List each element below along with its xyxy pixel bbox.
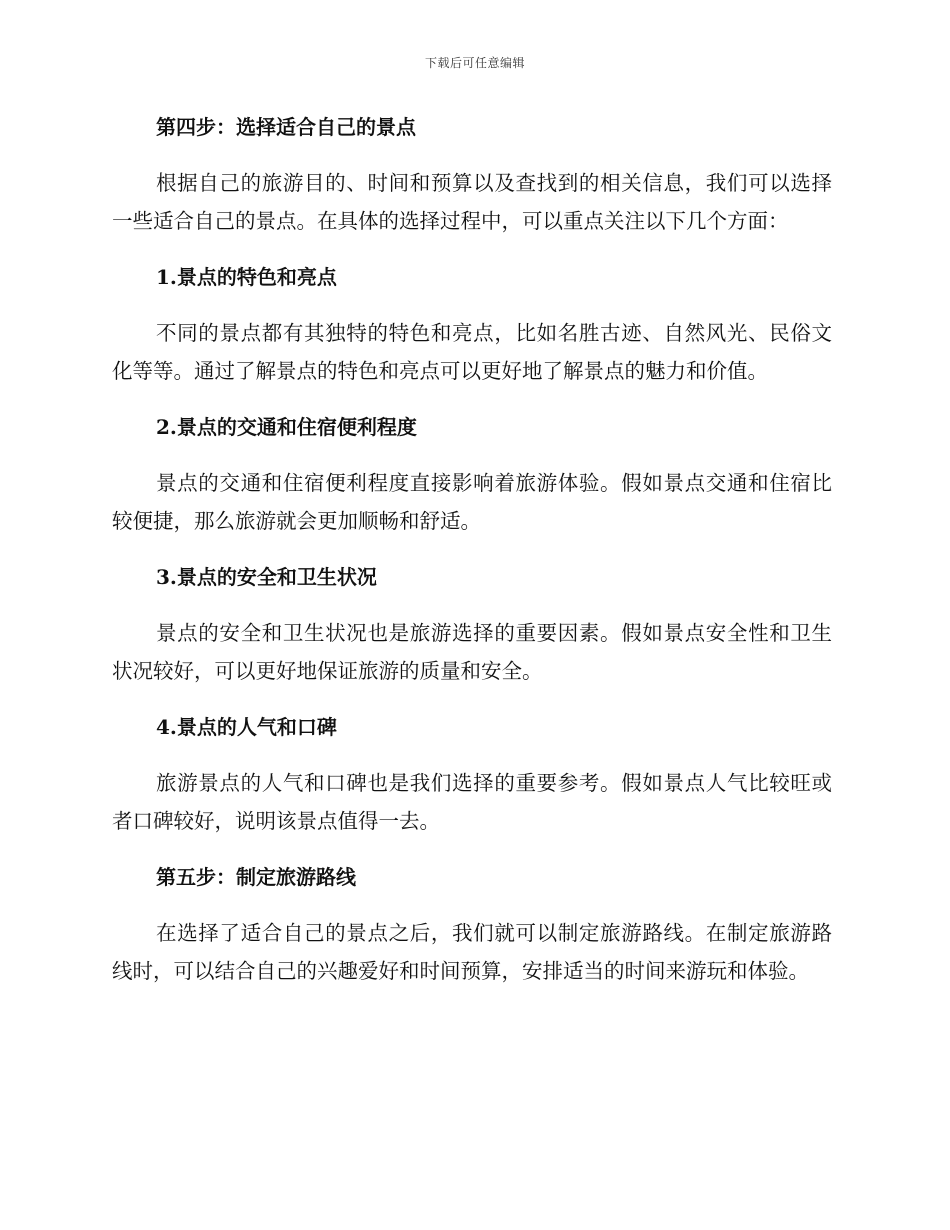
item3-heading: 3.景点的安全和卫生状况	[156, 565, 377, 589]
item4-heading: 4.景点的人气和口碑	[156, 715, 337, 739]
item2-paragraph: 景点的交通和住宿便利程度直接影响着旅游体验。假如景点交通和住宿比较便捷，那么旅游就会更加顺畅和舒适。	[112, 471, 832, 533]
step5-heading: 第五步：制定旅游路线	[156, 865, 356, 889]
item1-paragraph: 不同的景点都有其独特的特色和亮点，比如名胜古迹、自然风光、民俗文化等等。通过了解景点的特色和亮点可以更好地了解景点的魅力和价值。	[112, 321, 832, 383]
document-content	[112, 108, 832, 1008]
step5-paragraph: 在选择了适合自己的景点之后，我们就可以制定旅游路线。在制定旅游路线时，可以结合自己的兴趣爱好和时间预算，安排适当的时间来游玩和体验。	[112, 921, 832, 983]
header-note: 下载后可任意编辑	[424, 56, 525, 70]
item1-heading: 1.景点的特色和亮点	[156, 265, 337, 289]
item4-paragraph: 旅游景点的人气和口碑也是我们选择的重要参考。假如景点人气比较旺或者口碑较好，说明该景点值得一去。	[112, 771, 832, 833]
step4-heading: 第四步：选择适合自己的景点	[156, 115, 416, 139]
step4-intro-paragraph: 根据自己的旅游目的、时间和预算以及查找到的相关信息，我们可以选择一些适合自己的景点。在具体的选择过程中，可以重点关注以下几个方面：	[112, 171, 832, 233]
item2-heading: 2.景点的交通和住宿便利程度	[156, 415, 417, 439]
item3-paragraph: 景点的安全和卫生状况也是旅游选择的重要因素。假如景点安全性和卫生状况较好，可以更好地保证旅游的质量和安全。	[112, 621, 832, 683]
